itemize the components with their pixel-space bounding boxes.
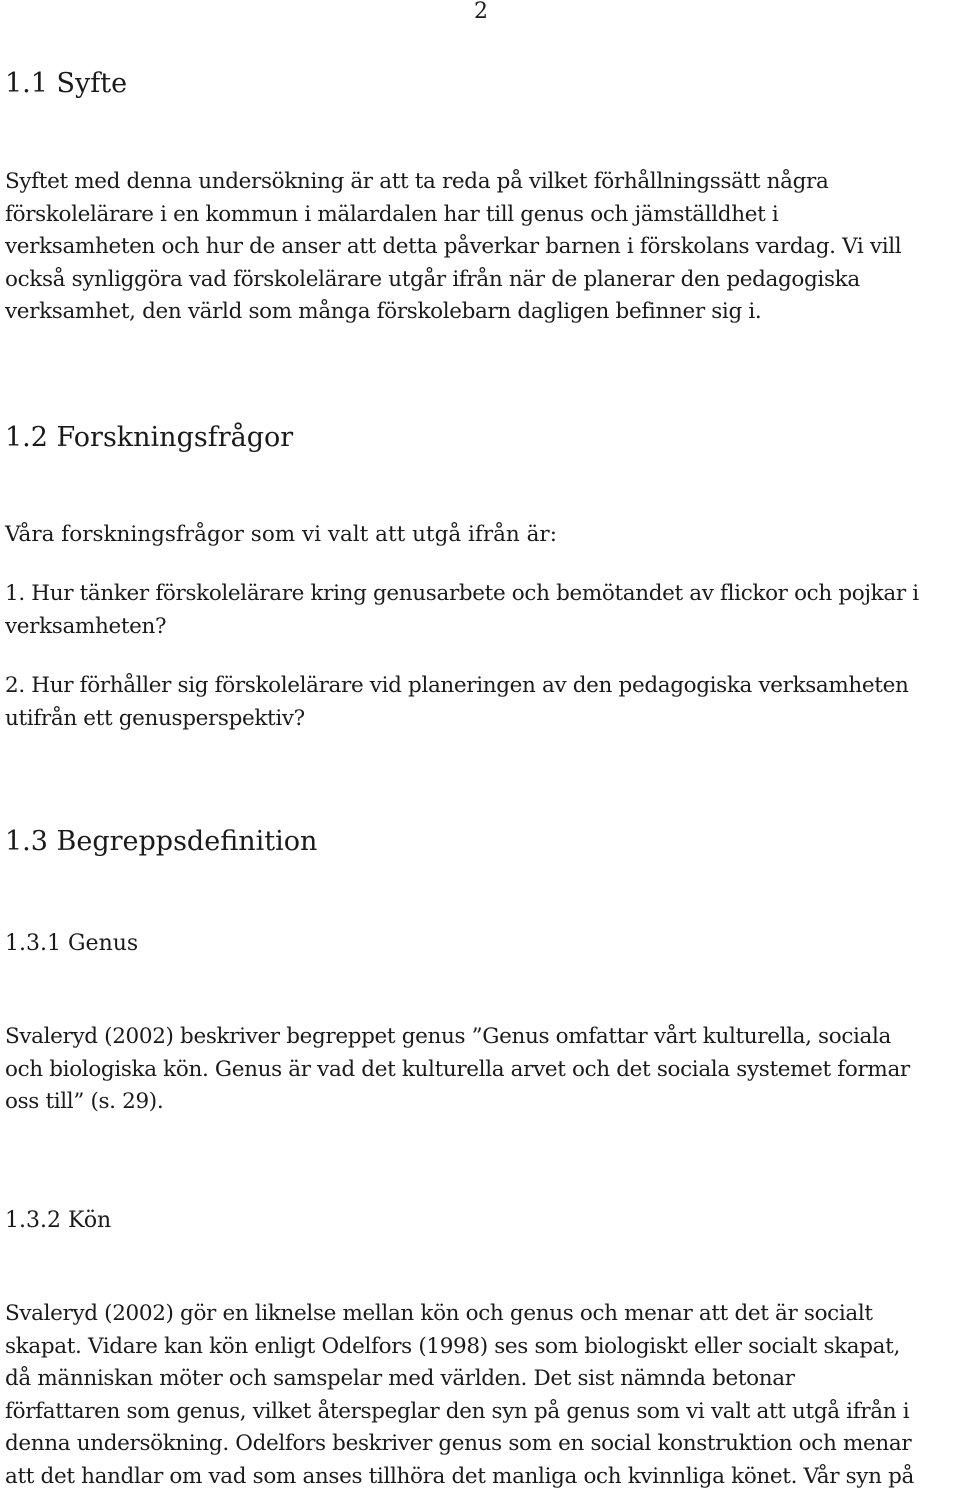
text-line: verksamheten? <box>5 613 167 639</box>
text-line: 2. Hur förhåller sig förskolelärare vid planeringen av den pedagogiska verksamheten <box>5 673 909 698</box>
subsection-heading-kon: 1.3.2 Kön <box>5 1208 112 1233</box>
paragraph-kon <box>5 1298 957 1493</box>
text-line: verksamhet, den värld som många förskolebarn dagligen befinner sig i. <box>5 299 762 324</box>
text-line: och biologiska kön. Genus är vad det kulturella arvet och det sociala systemet formar <box>5 1056 910 1082</box>
text-line: förskolelärare i en kommun i mälardalen har till genus och jämställdhet i <box>5 201 779 227</box>
paragraph-genus <box>5 1021 957 1119</box>
research-question-2 <box>5 670 957 735</box>
text-line: Syftet med denna undersökning är att ta reda på vilket förhållningssätt några <box>5 169 829 194</box>
text-line: att det handlar om vad som anses tillhöra det manliga och kvinnliga könet. Vår syn på <box>5 1463 914 1489</box>
section-heading-begreppsdefinition: 1.3 Begreppsdefinition <box>5 826 318 857</box>
section-heading-syfte: 1.1 Syfte <box>5 68 128 99</box>
paragraph-syfte <box>5 166 957 329</box>
text-line: författaren som genus, vilket återspeglar den syn på genus som vi valt att utgå ifrån i <box>5 1398 910 1424</box>
text-line: 1. Hur tänker förskolelärare kring genusarbete och bemötandet av flickor och pojkar i <box>5 581 919 606</box>
text-line: Svaleryd (2002) gör en liknelse mellan kön och genus och menar att det är socialt <box>5 1301 873 1326</box>
paragraph-intro <box>5 519 957 552</box>
text-line: Svaleryd (2002) beskriver begreppet genus ”Genus omfattar vårt kulturella, sociala <box>5 1024 892 1049</box>
text-line: skapat. Vidare kan kön enligt Odelfors (1998) ses som biologiskt eller socialt skapat, <box>5 1333 900 1359</box>
text-line: denna undersökning. Odelfors beskriver genus som en social konstruktion och menar <box>5 1431 912 1456</box>
section-heading-forskningsfragor: 1.2 Forskningsfrågor <box>5 422 294 453</box>
subsection-heading-genus: 1.3.1 Genus <box>5 931 139 956</box>
text-line: också synliggöra vad förskolelärare utgår ifrån när de planerar den pedagogiska <box>5 266 860 292</box>
text-line: utifrån ett genusperspektiv? <box>5 705 305 731</box>
text-line: oss till” (s. 29). <box>5 1089 164 1114</box>
page-number: 2 <box>474 0 488 24</box>
text-line: verksamheten och hur de anser att detta påverkar barnen i förskolans vardag. Vi vill <box>5 234 902 259</box>
text-line: då människan möter och samspelar med världen. Det sist nämnda betonar <box>5 1366 795 1391</box>
research-question-1 <box>5 578 957 643</box>
text-line: Våra forskningsfrågor som vi valt att utgå ifrån är: <box>5 522 557 547</box>
